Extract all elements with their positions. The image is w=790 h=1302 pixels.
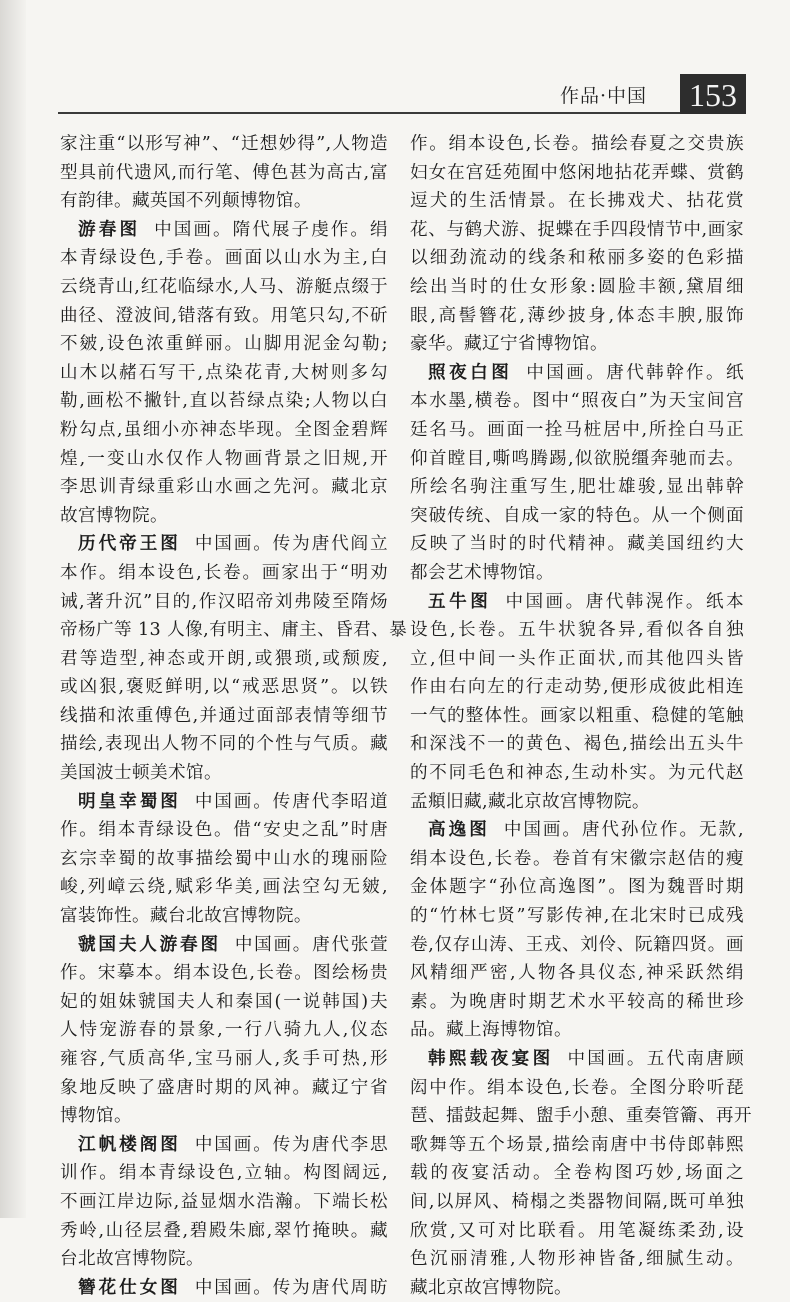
line-text: 山木以赭石写干,点染花青,大树则多勾 <box>60 362 388 383</box>
line-text: 煌,一变山水仅作人物画背景之旧规,开 <box>60 448 388 469</box>
line-text: 中国画。唐代韩滉作。纸本 <box>505 591 744 612</box>
line-text: 中国画。隋代展子虔作。绢 <box>154 219 388 240</box>
line-text: 勒,画松不撇针,直以苔绿点染;人物以白 <box>60 391 388 412</box>
line-text: 诫,著升沉”目的,作汉昭帝刘弗陵至隋炀 <box>60 591 388 612</box>
text-line <box>60 187 388 216</box>
line-text: 风精细严密,人物各具仪态,神采跃然绢 <box>410 963 744 984</box>
text-line <box>410 187 744 216</box>
text-line <box>410 1217 744 1246</box>
text-line <box>410 759 744 788</box>
text-line <box>60 445 388 474</box>
line-text: 一气的整体性。画家以粗重、稳健的笔触 <box>410 705 744 726</box>
text-line <box>60 845 388 874</box>
text-line <box>410 473 744 502</box>
line-text: 人恃宠游春的景象,一行八骑九人,仪态 <box>60 1020 388 1041</box>
page-gutter-shadow <box>0 0 26 1218</box>
line-text: 孟頫旧藏,藏北京故宫博物院。 <box>410 791 650 812</box>
entry-title: 簪花仕女图 <box>78 1277 181 1298</box>
line-text: 色沉丽清雅,人物形神皆备,细腻生动。 <box>410 1249 744 1270</box>
text-line <box>410 702 744 731</box>
text-line <box>60 330 388 359</box>
text-line <box>410 273 744 302</box>
line-text: 藏北京故宫博物院。 <box>410 1277 572 1298</box>
text-line <box>410 1016 744 1045</box>
line-text: 中国画。五代南唐顾 <box>567 1049 744 1069</box>
text-line <box>60 416 388 445</box>
text-line <box>60 673 388 702</box>
line-text: 秀岭,山径层叠,碧殿朱廊,翠竹掩映。藏 <box>60 1220 388 1241</box>
line-text: 绘出当时的仕女形象:圆脸丰额,黛眉细 <box>410 276 744 297</box>
line-text: 云绕青山,红花临绿水,人马、游艇点缀于 <box>60 276 388 297</box>
text-line <box>60 1217 388 1246</box>
entry-title: 历代帝王图 <box>78 534 181 555</box>
text-line <box>60 1188 388 1217</box>
text-line <box>60 959 388 988</box>
line-text: 中国画。唐代张萱 <box>234 934 388 955</box>
text-line <box>410 159 744 188</box>
text-line <box>60 616 408 645</box>
line-text: 中国画。唐代孙位作。无款, <box>503 820 744 841</box>
text-line <box>410 902 744 931</box>
line-text: 载的夜宴活动。全卷构图巧妙,场面之 <box>410 1163 744 1184</box>
entry-title: 高逸图 <box>428 820 490 841</box>
line-text: 素。为晚唐时期艺术水平较高的稀世珍 <box>410 991 744 1012</box>
line-text: 所绘名驹注重写生,肥壮雄骏,显出韩幹 <box>410 477 744 498</box>
entry-heading-line <box>60 216 388 245</box>
line-text: 美国波士顿美术馆。 <box>60 763 222 784</box>
text-line <box>410 445 744 474</box>
page-number: 153 <box>680 74 746 114</box>
line-text: 眼,高髻簪花,薄纱披身,体态丰腴,服饰 <box>410 305 744 326</box>
text-line <box>410 959 744 988</box>
line-text: 突破传统、自成一家的特色。从一个侧面 <box>410 505 744 526</box>
line-text: 不皴,设色浓重鲜丽。山脚用泥金勾勒; <box>60 334 388 355</box>
line-text: 不画江岸边际,益显烟水浩瀚。下端长松 <box>60 1191 388 1212</box>
line-text: 君等造型,神态或开朗,或猥琐,或颓废, <box>60 648 388 669</box>
line-text: 帝杨广等 13 人像,有明主、庸主、昏君、暴 <box>60 620 408 641</box>
line-text: 李思训青绿重彩山水画之先河。藏北京 <box>60 477 388 498</box>
line-text: 金体题字“孙位高逸图”。图为魏晋时期 <box>410 877 744 898</box>
line-text: 玄宗幸蜀的故事描绘蜀中山水的瑰丽险 <box>60 848 388 869</box>
entry-title: 照夜白图 <box>428 362 513 383</box>
right-column <box>410 130 752 1302</box>
line-text: 歌舞等五个场景,描绘南唐中书侍郎韩熙 <box>410 1134 744 1155</box>
text-line <box>60 588 388 617</box>
text-line <box>60 502 388 531</box>
line-text: 或凶狠,褒贬鲜明,以“戒恶思贤”。以铁 <box>60 677 388 698</box>
header-rule <box>58 112 680 114</box>
entry-heading-line <box>410 588 744 617</box>
line-text: 作由右向左的行走动势,便形成彼此相连 <box>410 677 744 698</box>
line-text: 廷名马。画面一拴马桩居中,所拴白马正 <box>410 419 744 440</box>
line-text: 有韵律。藏英国不列颠博物馆。 <box>60 191 312 212</box>
text-line <box>410 244 744 273</box>
text-line <box>410 988 744 1017</box>
text-line <box>60 759 388 788</box>
text-line <box>60 273 388 302</box>
line-text: 仰首瞠目,嘶鸣腾踢,似欲脱缰奔驰而去。 <box>410 448 744 469</box>
line-text: 中国画。传唐代李昭道 <box>194 791 388 812</box>
line-text: 豪华。藏辽宁省博物馆。 <box>410 334 608 355</box>
line-text: 中国画。传为唐代阎立 <box>194 534 388 555</box>
text-line <box>60 473 388 502</box>
text-line <box>410 730 744 759</box>
entry-title: 游春图 <box>78 219 141 240</box>
line-text: 中国画。唐代韩幹作。纸 <box>526 362 744 383</box>
text-line <box>60 302 388 331</box>
text-line <box>410 845 744 874</box>
running-head: 作品·中国 <box>560 85 648 107</box>
text-line <box>60 359 388 388</box>
text-line <box>410 1131 744 1160</box>
text-line <box>60 244 388 273</box>
text-line <box>410 645 744 674</box>
entry-title: 韩熙载夜宴图 <box>428 1049 554 1069</box>
line-text: 作。宋摹本。绢本设色,长卷。图绘杨贵 <box>60 963 388 984</box>
entry-title: 江帆楼阁图 <box>78 1134 181 1155</box>
entry-heading-line <box>60 788 388 817</box>
line-text: 粉勾点,虽细小亦神态毕现。全图金碧辉 <box>60 419 388 440</box>
entry-heading-line <box>60 931 388 960</box>
text-line <box>60 988 388 1017</box>
line-text: 线描和浓重傅色,并通过面部表情等细节 <box>60 705 388 726</box>
text-line <box>60 816 388 845</box>
line-text: 卷,仅存山涛、王戎、刘伶、阮籍四贤。画 <box>410 934 744 955</box>
line-text: 描绘,表现出人物不同的个性与气质。藏 <box>60 734 388 755</box>
entry-title: 明皇幸蜀图 <box>78 791 181 812</box>
line-text: 峻,列嶂云绕,赋彩华美,画法空勾无皴, <box>60 877 388 898</box>
line-text: 象地反映了盛唐时期的风神。藏辽宁省 <box>60 1077 388 1098</box>
line-text: 妇女在宫廷苑囿中悠闲地拈花弄蝶、赏鹤 <box>410 162 744 183</box>
text-line <box>410 1074 744 1103</box>
text-line <box>410 673 744 702</box>
entry-heading-line <box>410 816 744 845</box>
line-text: 本水墨,横卷。图中“照夜白”为天宝间宫 <box>410 391 744 412</box>
line-text: 以细劲流动的线条和秾丽多姿的色彩描 <box>410 248 744 269</box>
line-text: 本作。绢本设色,长卷。画家出于“明劝 <box>60 562 388 583</box>
text-line <box>410 1245 744 1274</box>
text-line <box>410 788 744 817</box>
line-text: 妃的姐妹虢国夫人和秦国(一说韩国)夫 <box>60 991 388 1012</box>
line-text: 欣赏,又可对比联看。用笔凝练柔劲,设 <box>410 1220 744 1241</box>
line-text: 的不同毛色和神态,生动朴实。为元代赵 <box>410 763 744 784</box>
text-line <box>60 130 388 159</box>
entry-heading-line <box>60 530 388 559</box>
line-text: 雍容,气质高华,宝马丽人,炙手可热,形 <box>60 1049 388 1069</box>
text-line <box>60 902 388 931</box>
line-text: 间,以屏风、椅榻之类器物间隔,既可单独 <box>410 1191 744 1212</box>
text-line <box>410 873 744 902</box>
text-line <box>410 330 744 359</box>
text-line <box>60 1016 388 1045</box>
line-text: 中国画。传为唐代李思 <box>194 1134 388 1155</box>
text-line <box>410 130 744 159</box>
line-text: 富装饰性。藏台北故宫博物院。 <box>60 906 312 927</box>
line-text: 和深浅不一的黄色、褐色,描绘出五头牛 <box>410 734 744 755</box>
text-line <box>60 1102 388 1131</box>
entry-title: 虢国夫人游春图 <box>78 934 221 955</box>
text-line <box>60 1074 388 1103</box>
text-line <box>60 1159 388 1188</box>
text-line <box>410 1159 744 1188</box>
text-line <box>60 159 388 188</box>
line-text: 中国画。传为唐代周昉 <box>194 1277 388 1298</box>
line-text: 作。绢本青绿设色。借“安史之乱”时唐 <box>60 820 388 841</box>
text-line <box>410 931 744 960</box>
line-text: 博物馆。 <box>60 1106 132 1127</box>
entry-heading-line <box>60 1274 388 1302</box>
text-line <box>410 302 744 331</box>
entry-heading-line <box>410 1045 744 1074</box>
line-text: 品。藏上海博物馆。 <box>410 1020 572 1041</box>
line-text: 训作。绢本青绿设色,立轴。构图阔远, <box>60 1163 388 1184</box>
text-line <box>410 416 744 445</box>
text-line <box>60 702 388 731</box>
line-text: 绢本设色,长卷。卷首有宋徽宗赵佶的瘦 <box>410 848 744 869</box>
text-line <box>60 1045 388 1074</box>
line-text: 逗犬的生活情景。在长拂戏犬、拈花赏 <box>410 191 744 212</box>
text-line <box>410 1274 744 1302</box>
entry-title: 五牛图 <box>428 591 492 612</box>
line-text: 作。绢本设色,长卷。描绘春夏之交贵族 <box>410 134 744 154</box>
line-text: 本青绿设色,手卷。画面以山水为主,白 <box>60 248 388 269</box>
text-line <box>410 616 744 645</box>
left-column <box>60 130 408 1302</box>
text-line <box>60 730 388 759</box>
line-text: 台北故宫博物院。 <box>60 1249 204 1270</box>
text-line <box>410 559 744 588</box>
line-text: 曲径、澄波间,错落有致。用笔只勾,不斫 <box>60 305 388 326</box>
line-text: 的“竹林七贤”写影传神,在北宋时已成残 <box>410 906 744 927</box>
entry-heading-line <box>60 1131 388 1160</box>
text-line <box>60 387 388 416</box>
text-line <box>410 387 744 416</box>
text-line <box>60 559 388 588</box>
line-text: 设色,长卷。五牛状貌各异,看似各自独 <box>410 620 744 641</box>
line-text: 立,但中间一头作正面状,而其他四头皆 <box>410 648 744 669</box>
line-text: 反映了当时的时代精神。藏美国纽约大 <box>410 534 744 555</box>
text-line <box>410 1188 744 1217</box>
text-line <box>60 873 388 902</box>
line-text: 闳中作。绢本设色,长卷。全图分聆听琵 <box>410 1077 744 1098</box>
line-text: 花、与鹤犬游、捉蝶在手四段情节中,画家 <box>410 219 744 240</box>
text-line <box>410 530 744 559</box>
line-text: 型具前代遗风,而行笔、傅色甚为高古,富 <box>60 162 388 183</box>
line-text: 琶、擂鼓起舞、盥手小憩、重奏管籥、再开 <box>410 1106 752 1127</box>
text-line <box>410 1102 752 1131</box>
text-line <box>410 502 744 531</box>
text-line <box>60 645 388 674</box>
text-line <box>410 216 744 245</box>
line-text: 都会艺术博物馆。 <box>410 562 554 583</box>
line-text: 故宫博物院。 <box>60 505 168 526</box>
line-text: 家注重“以形写神”、“迁想妙得”,人物造 <box>60 134 388 154</box>
text-line <box>60 1245 388 1274</box>
entry-heading-line <box>410 359 744 388</box>
